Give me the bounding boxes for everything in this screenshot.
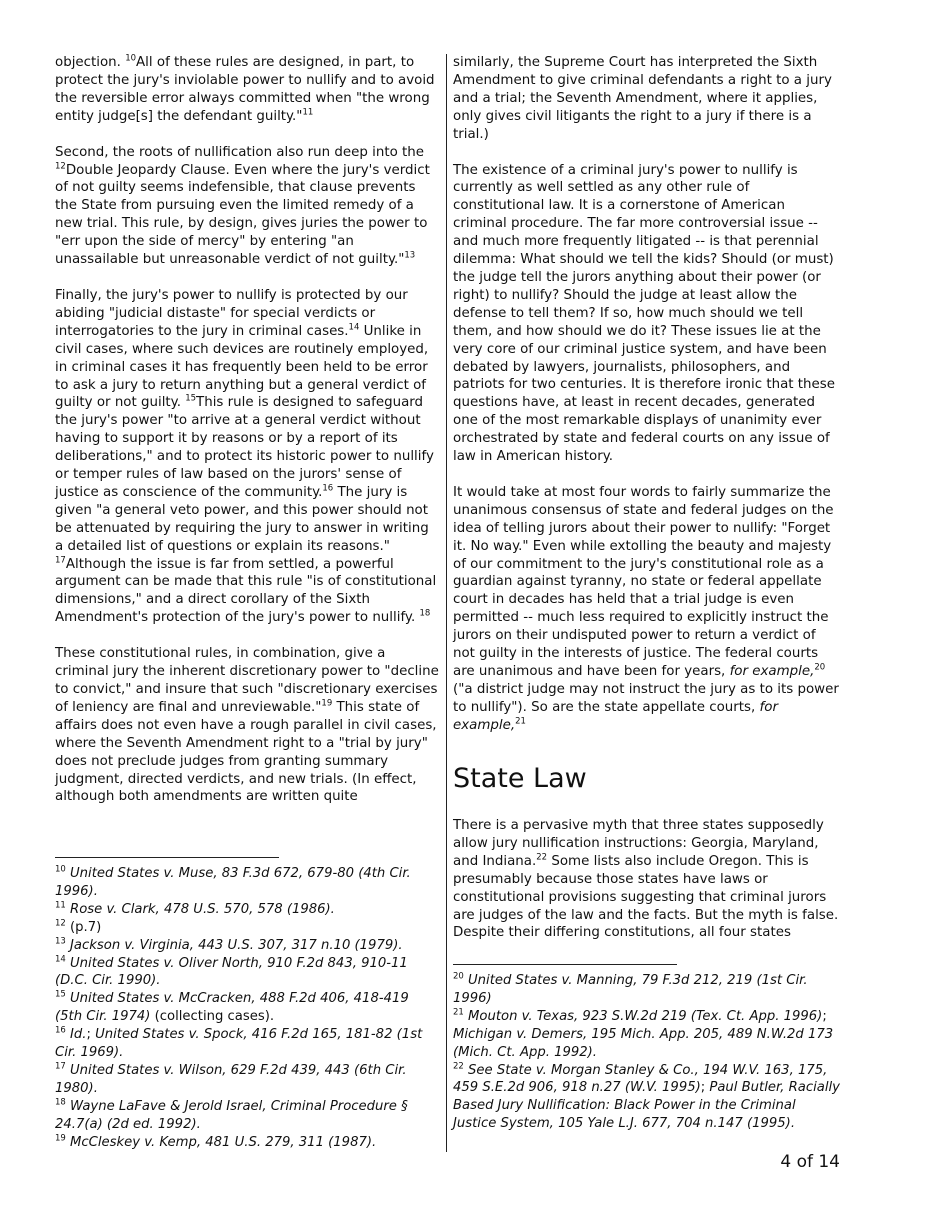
paragraph-similarly: similarly, the Supreme Court has interpreted the Sixth Amendment to give criminal defendants a right to a jury and a trial; the Seventh Amendment, where it applies, only gives civil litigants the right to a jury if there is a trial.) — [453, 55, 832, 142]
footnote: $^{22}$ See State v. Morgan Stanley & Co., 194 W.V. 163, 175, 459 S.E.2d 906, 918 n.27 (W.V. 1995); Paul Butler, Racially Based Jury Nullification: Black Power in the Criminal Justice System, 105 Yale L.J. 677, 704 n.147 (1995). — [453, 1061, 840, 1132]
footnote-divider-left — [55, 857, 279, 858]
paragraph-pervasive-myth: There is a pervasive myth that three states supposedly allow jury nullification instructions: Georgia, Maryland, and Indiana.$^{22}$ Some lists also include Oregon. This is presumably because those states have laws or constitutional provisions suggesting that criminal jurors are judges of the law and the facts. But the myth is false. Despite their differing constitutions, all four states — [453, 818, 839, 941]
footnote-ref[interactable]: 19 — [321, 698, 333, 709]
footnote: $^{14}$ United States v. Oliver North, 910 F.2d 843, 910-11 (D.C. Cir. 1990). — [55, 954, 408, 989]
footnote: $^{15}$ United States v. McCracken, 488 F.2d 406, 418-419 (5th Cir. 1974) (collecting cases). — [55, 989, 409, 1025]
footnote: $^{11}$ Rose v. Clark, 478 U.S. 570, 578 (1986). — [55, 900, 335, 917]
footnote: $^{21}$ Mouton v. Texas, 923 S.W.2d 219 (Tex. Ct. App. 1996); Michigan v. Demers, 195 Mich. App. 205, 489 N.W.2d 173 (Mich. Ct. App. 1992). — [453, 1007, 834, 1060]
footnote-ref[interactable]: 12 — [55, 161, 66, 172]
footnote: $^{18}$ Wayne LaFave & Jerold Israel, Criminal Procedure § 24.7(a) (2d ed. 1992). — [55, 1097, 408, 1132]
right-column-lower — [453, 817, 841, 960]
footnote: $^{16}$ Id.; United States v. Spock, 416 F.2d 165, 181-82 (1st Cir. 1969). — [55, 1025, 423, 1061]
paragraph-constitutional-rules: These constitutional rules, in combination, give a criminal jury the inherent discretionary power to "decline to convict," and insure that such "discretionary exercises of leniency are final and unreviewable."$^{19}$ This state of affairs does not even have a rough parallel in civil cases, where the Seventh Amendment right to a "trial by jury" does not preclude judges from granting summary judgment, directed verdicts, and new trials. (In effect, although both amendments are written quite — [55, 646, 439, 805]
footnote-ref[interactable]: 11 — [302, 107, 314, 118]
paragraph-special-verdicts: Finally, the jury's power to nullify is protected by our abiding "judicial distaste" for special verdicts or interrogatories to the jury in criminal cases.$^{14}$ Unlike in civil cases, where such devices are routinely employed, in criminal cases it has frequently been held to be error to ask a jury to return anything but a general verdict of guilty or not guilty. $^{15}$This rule is designed to safeguard the jury's power "to arrive at a general verdict without having to support it by reasons or by a report of its deliberations," and to protect its historic power to nullify or temper rules of law based on the jurors' sense of justice as conscience of the community.$^{16}$ The jury is given "a general veto power, and this power should not be attenuated by requiring the jury to answer in writing a detailed list of questions or explain its reasons." $^{17}$Although the issue is far from settled, a powerful argument can be made that this rule "is of constitutional dimensions," and a direct corollary of the Sixth Amendment's protection of the jury's power to nullify. $^{18}$ — [55, 287, 437, 626]
footnote: $^{13}$ Jackson v. Virginia, 443 U.S. 307, 317 n.10 (1979). — [55, 936, 403, 953]
footnote-ref[interactable]: 14 — [348, 322, 360, 333]
footnote-divider-right — [453, 964, 677, 965]
footnote: $^{20}$ United States v. Manning, 79 F.3d 212, 219 (1st Cir. 1996) — [453, 971, 808, 1006]
paragraph-four-words: It would take at most four words to fairly summarize the unanimous consensus of state and federal judges on the idea of telling jurors about their power to nullify: "Forget it. No way." Even while extolling the beauty and majesty of our commitment to the jury's constitutional role as a guardian against tyranny, no state or federal appellate court in decades has held that a trial judge is even permitted -- much less required to explicitly instruct the jurors on their undisputed power to return a verdict of not guilty in the interests of justice. The federal courts are unanimous and have been for years, for example,$^{20}$ ("a district judge may not instruct the jury as to its power to nullify"). So are the state appellate courts, for example,$^{21}$ — [453, 484, 839, 733]
column-divider — [446, 54, 447, 1152]
section-heading-state-law: State Law — [453, 763, 587, 794]
footnote: $^{17}$ United States v. Wilson, 629 F.2d 439, 443 (6th Cir. 1980). — [55, 1061, 407, 1096]
paragraph-existence: The existence of a criminal jury's power to nullify is currently as well settled as any other rule of constitutional law. It is a cornerstone of American criminal procedure. The far more controversial issue -- and much more frequently litigated -- is that perennial dilemma: What should we tell the kids? Should (or must) the judge tell the jurors anything about their power (or right) to nullify? Should the judge at least allow the defense to tell them? If so, how much should we tell them, and how should we do it? These issues lie at the very core of our criminal justice system, and have been debated by lawyers, journalists, philosophers, and patriots for two centuries. It is therefore ironic that these questions have, at least in recent decades, generated one of the most remarkable displays of unanimity ever orchestrated by state and federal courts on any issue of law in American history. — [453, 162, 835, 465]
footnotes-left — [55, 865, 440, 1152]
footnotes-right — [453, 972, 841, 1133]
footnote-ref[interactable]: 22 — [536, 852, 548, 863]
footnote-ref[interactable]: 20 — [814, 662, 826, 673]
footnote-ref[interactable]: 13 — [404, 250, 416, 261]
footnote: $^{10}$ United States v. Muse, 83 F.3d 672, 679-80 (4th Cir. 1996). — [55, 864, 411, 899]
footnote: $^{19}$ McCleskey v. Kemp, 481 U.S. 279, 311 (1987). — [55, 1133, 377, 1150]
paragraph-double-jeopardy: Second, the roots of nullification also run deep into the $^{12}$Double Jeopardy Clause. Even where the jury's verdict of not guilty seems indefensible, that clause prevents the State from pursuing even the limited remedy of a new trial. This rule, by design, gives juries the power to "err upon the side of mercy" by entering "an unassailable but unreasonable verdict of not guilty."$^{13}$ — [55, 144, 430, 268]
footnote-ref[interactable]: 21 — [515, 716, 526, 727]
footnote-ref[interactable]: 16 — [322, 483, 334, 494]
paragraph-objection: objection. $^{10}$All of these rules are designed, in part, to protect the jury's inviolable power to nullify and to avoid the reversible error always committed when "the wrong entity judge[s] the defendant guilty."$^{11}$ — [55, 53, 435, 124]
footnote-ref[interactable]: 18 — [419, 608, 431, 619]
footnote-ref[interactable]: 10 — [125, 53, 137, 64]
footnote: $^{12}$ (p.7) — [55, 918, 102, 935]
page-number: 4 of 14 — [780, 1152, 840, 1172]
left-column — [55, 54, 440, 824]
footnote-ref[interactable]: 15 — [185, 393, 197, 404]
footnote-ref[interactable]: 17 — [55, 555, 66, 566]
right-column — [453, 54, 841, 753]
